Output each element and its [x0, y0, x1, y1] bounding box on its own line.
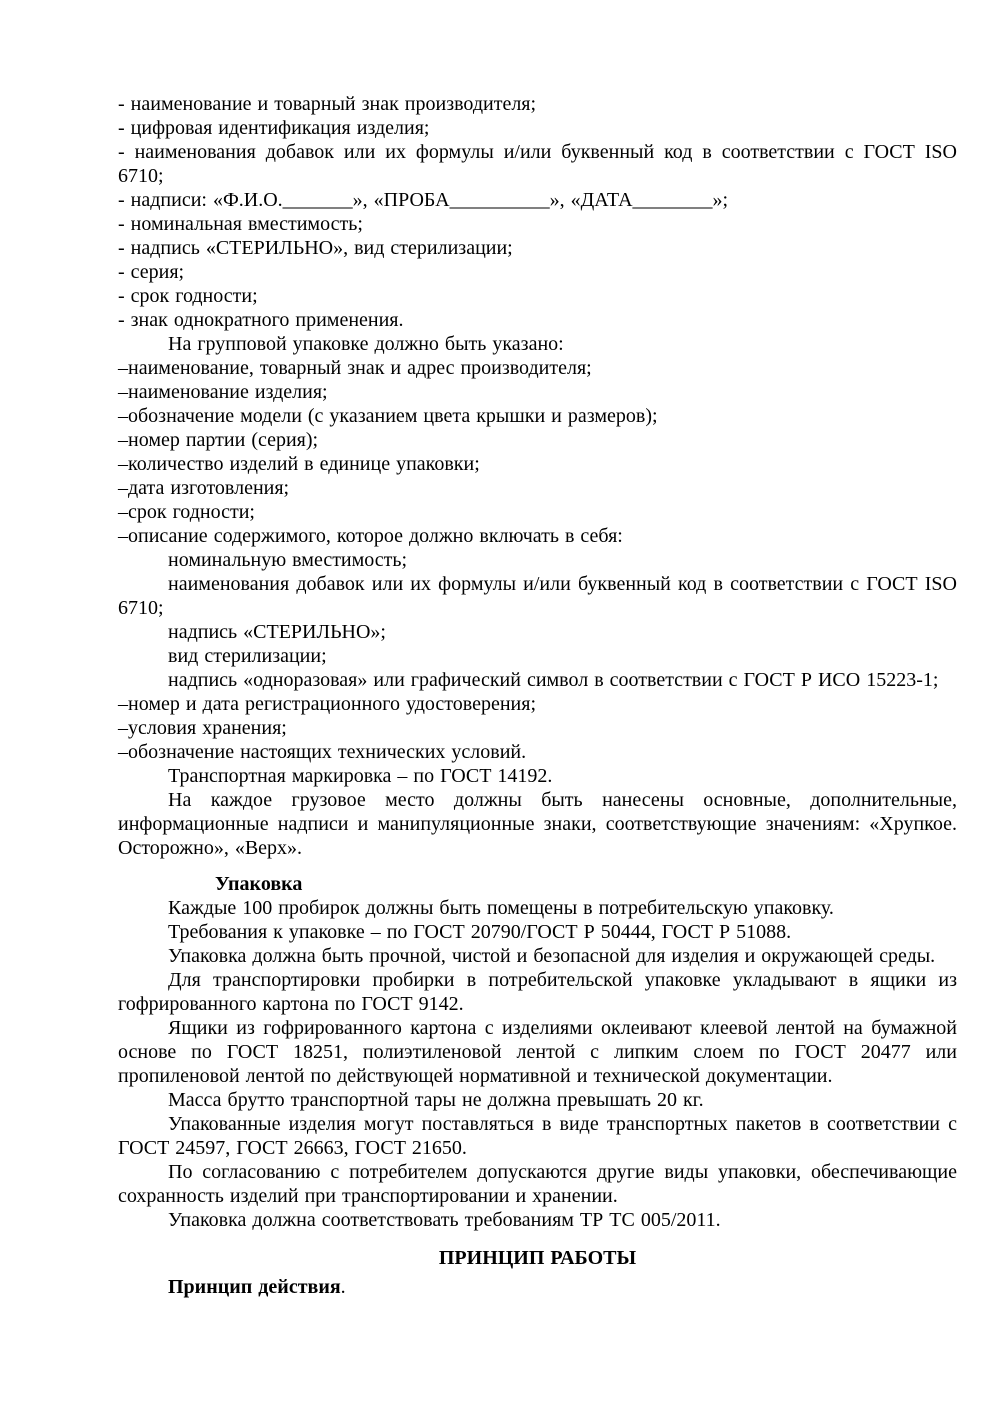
list-item: –номер партии (серия); [118, 429, 319, 451]
section-heading: Упаковка [215, 873, 303, 895]
paragraph: По согласованию с потребителем допускаются другие виды упаковки, обеспечивающие сохранность изделий при транспортировании и хранении. [118, 1161, 957, 1207]
list-item: –обозначение модели (с указанием цвета крышки и размеров); [118, 405, 658, 427]
paragraph [118, 1275, 957, 1299]
list-item: –дата изготовления; [118, 477, 290, 499]
paragraph: Ящики из гофрированного картона с изделиями оклеивают клеевой лентой на бумажной основе по ГОСТ 18251, полиэтиленовой лентой с липким слоем по ГОСТ 20477 или пропиленовой лентой по действующей нормативной и технической документации. [118, 1017, 957, 1087]
list-item: –наименование, товарный знак и адрес производителя; [118, 357, 592, 379]
paragraph: Требования к упаковке – по ГОСТ 20790/ГОСТ Р 50444, ГОСТ Р 51088. [168, 921, 792, 943]
list-item: - надпись «СТЕРИЛЬНО», вид стерилизации; [118, 237, 513, 259]
paragraph: надпись «СТЕРИЛЬНО»; [168, 621, 386, 643]
list-item: - цифровая идентификация изделия; [118, 117, 430, 139]
list-item: –описание содержимого, которое должно включать в себя: [118, 525, 623, 547]
list-item: - срок годности; [118, 285, 258, 307]
paragraph: Для транспортировки пробирки в потребительской упаковке укладывают в ящики из гофрированного картона по ГОСТ 9142. [118, 969, 957, 1015]
list-item: - знак однократного применения. [118, 309, 404, 331]
section-heading: ПРИНЦИП РАБОТЫ [438, 1247, 637, 1269]
paragraph: На каждое грузовое место должны быть нанесены основные, дополнительные, информационные надписи и манипуляционные знаки, соответствующие значениям: «Хрупкое. Осторожно», «Верх». [118, 789, 957, 859]
list-item: - наименование и товарный знак производителя; [118, 93, 537, 115]
paragraph: Масса брутто транспортной тары не должна превышать 20 кг. [168, 1089, 704, 1111]
list-item: –обозначение настоящих технических условий. [118, 741, 527, 763]
list-item: - наименования добавок или их формулы и/или буквенный код в соответствии с ГОСТ ISO 6710; [118, 141, 957, 187]
paragraph: номинальную вместимость; [168, 549, 408, 571]
list-item: - надписи: «Ф.И.О._______», «ПРОБА__________», «ДАТА________»; [118, 189, 729, 211]
list-item: –наименование изделия; [118, 381, 328, 403]
paragraph-text: . [340, 1276, 346, 1298]
paragraph: наименования добавок или их формулы и/или буквенный код в соответствии с ГОСТ ISO 6710; [118, 573, 957, 619]
list-item: –количество изделий в единице упаковки; [118, 453, 480, 475]
list-item: –номер и дата регистрационного удостоверения; [118, 693, 537, 715]
paragraph: Каждые 100 пробирок должны быть помещены в потребительскую упаковку. [168, 897, 834, 919]
bold-lead-text: Принцип действия [168, 1276, 341, 1298]
document-body [118, 92, 957, 1299]
paragraph: Упакованные изделия могут поставляться в виде транспортных пакетов в соответствии с ГОСТ 24597, ГОСТ 26663, ГОСТ 21650. [118, 1113, 957, 1159]
paragraph: Упаковка должна соответствовать требованиям ТР ТС 005/2011. [168, 1209, 721, 1231]
list-item: - серия; [118, 261, 185, 283]
paragraph: надпись «одноразовая» или графический символ в соответствии с ГОСТ Р ИСО 15223-1; [168, 669, 939, 691]
list-item: –срок годности; [118, 501, 255, 523]
paragraph: На групповой упаковке должно быть указано: [168, 333, 564, 355]
list-item: - номинальная вместимость; [118, 213, 363, 235]
paragraph: Упаковка должна быть прочной, чистой и безопасной для изделия и окружающей среды. [168, 945, 936, 967]
paragraph: вид стерилизации; [168, 645, 327, 667]
paragraph: Транспортная маркировка – по ГОСТ 14192. [168, 765, 553, 787]
list-item: –условия хранения; [118, 717, 287, 739]
